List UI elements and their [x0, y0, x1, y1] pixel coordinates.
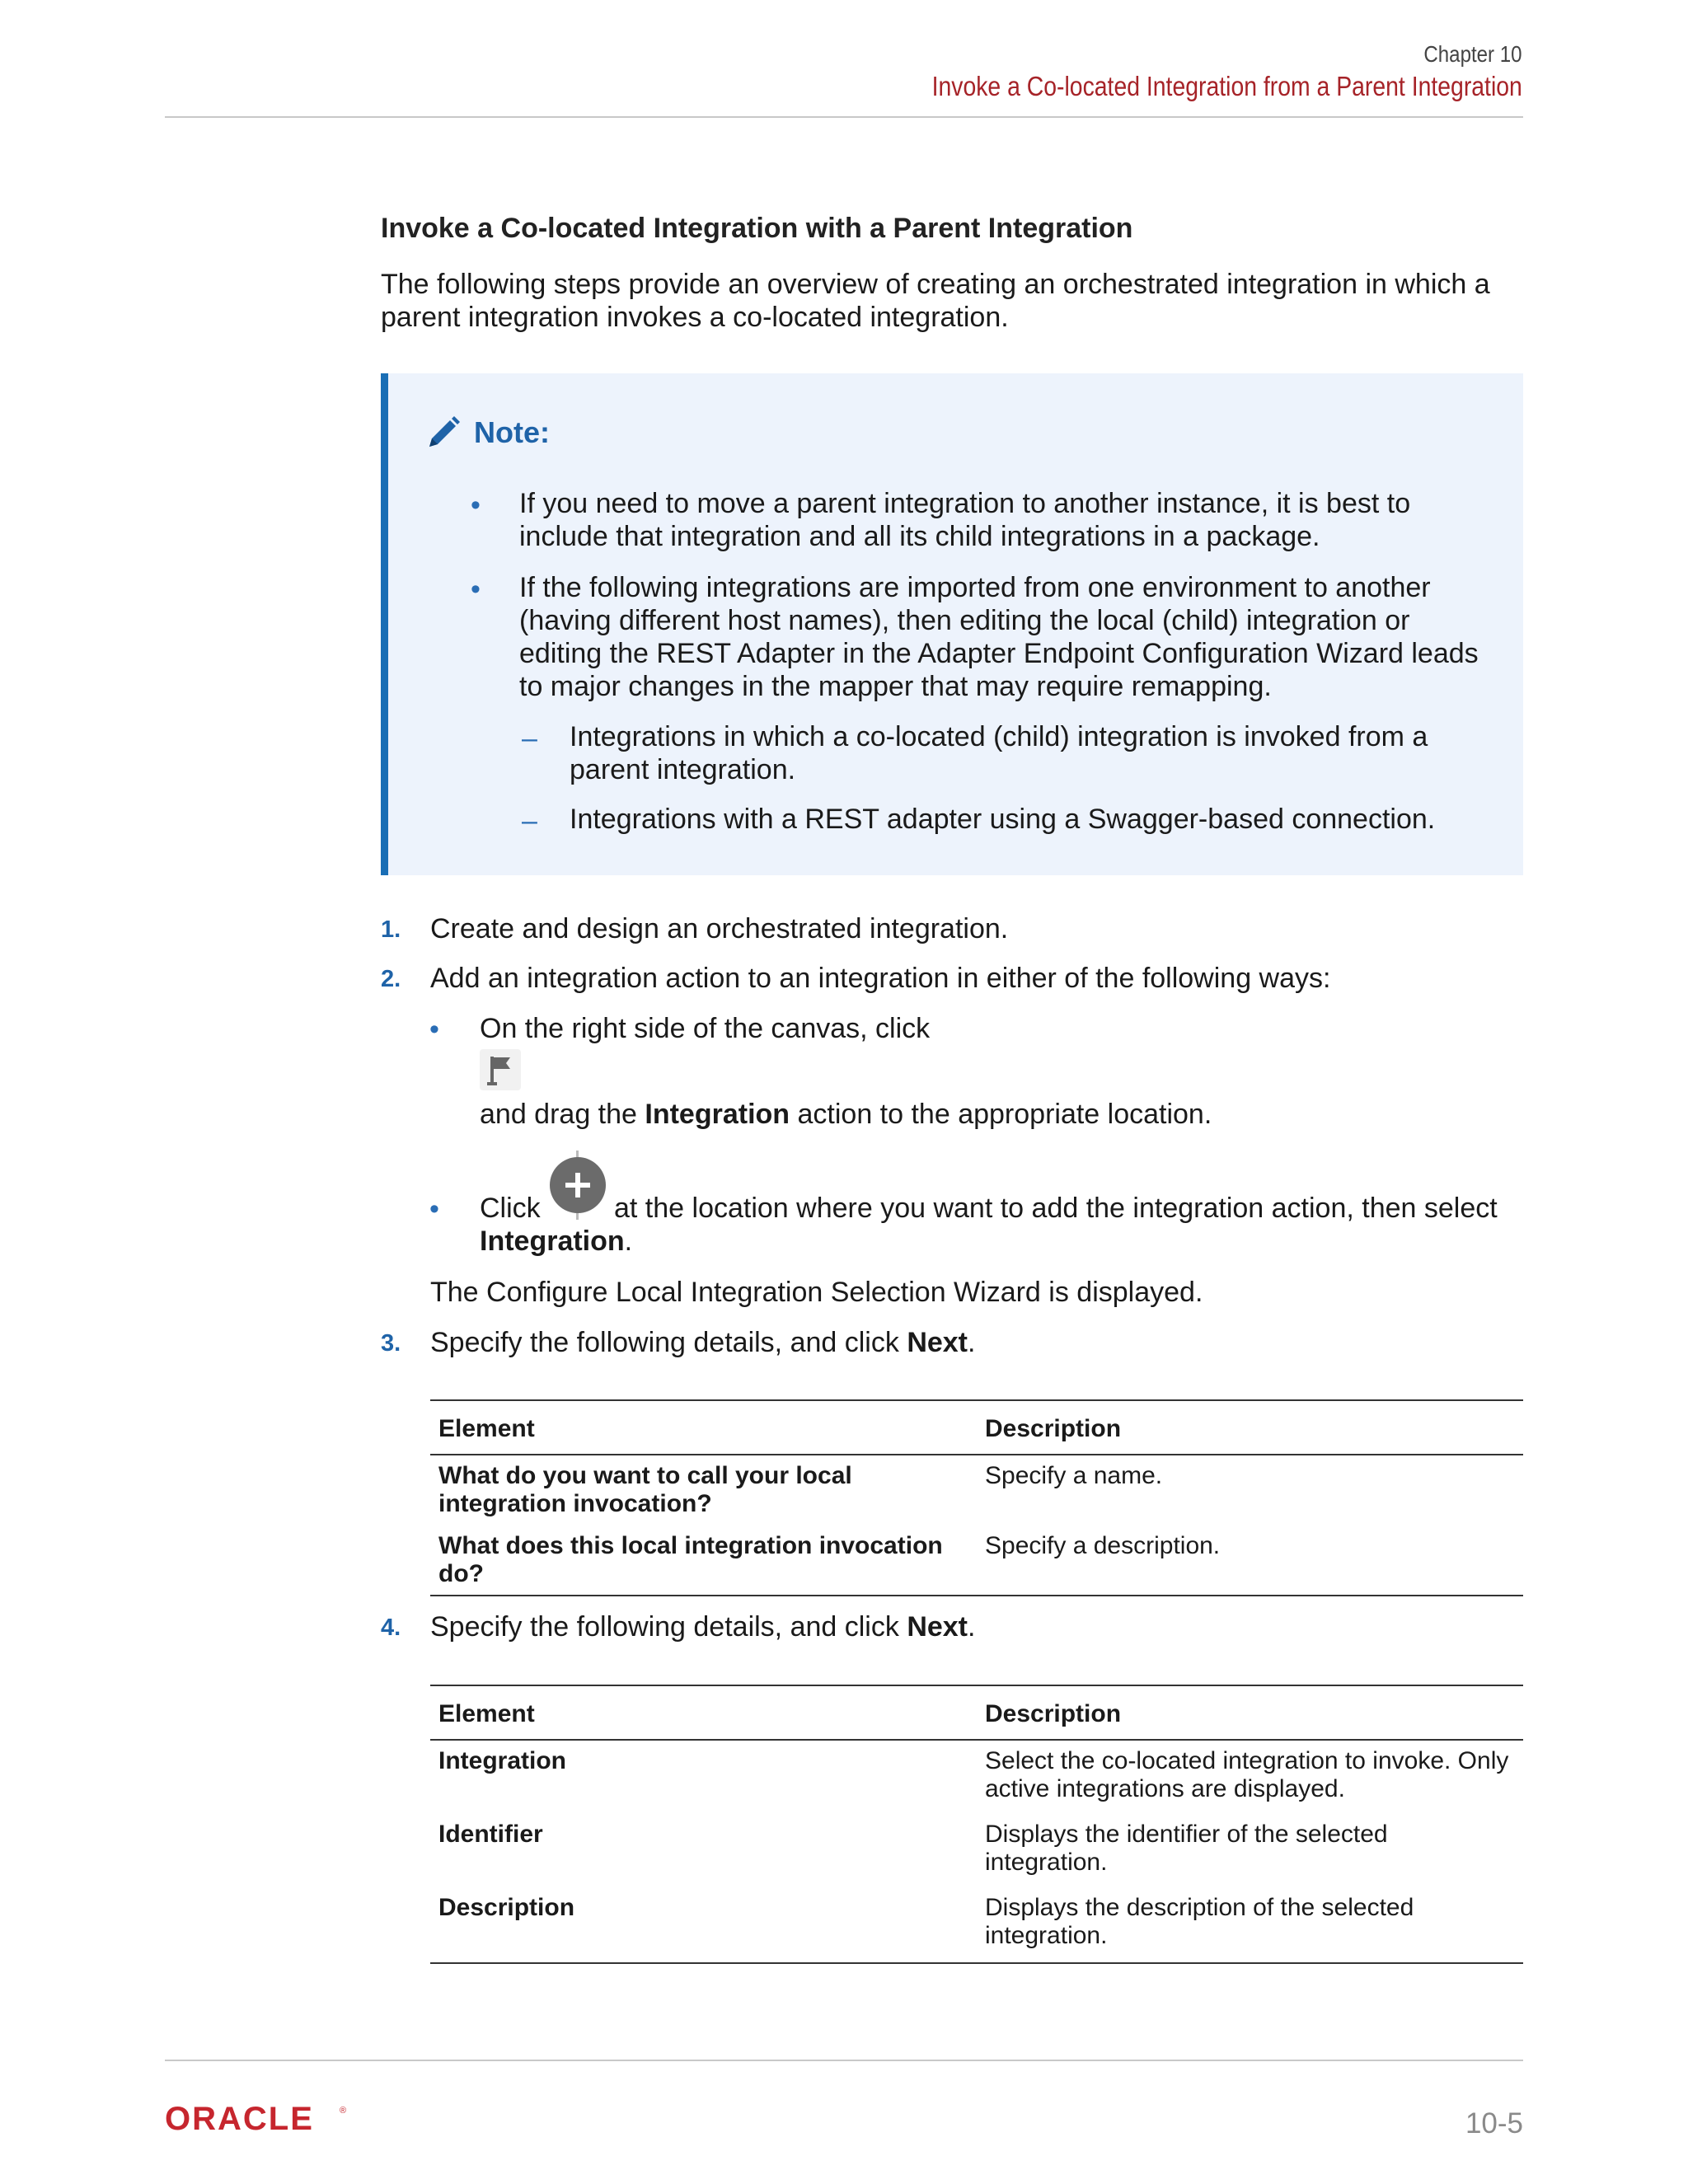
step-1-text: Create and design an orchestrated integration.	[430, 913, 1009, 944]
next-label: Next	[907, 1327, 968, 1358]
header-rule	[430, 1739, 1523, 1741]
flag-icon[interactable]	[480, 1049, 521, 1090]
bullet-dot: •	[429, 1014, 439, 1045]
wizard-displayed-text: The Configure Local Integration Selection Wizard is displayed.	[430, 1277, 1203, 1308]
table-header-description: Description	[985, 1415, 1122, 1442]
table-cell-description	[985, 1821, 1521, 1877]
section-heading: Invoke a Co-located Integration with a Parent Integration	[381, 213, 1133, 244]
running-title: Invoke a Co-located Integration from a Parent Integration	[931, 71, 1522, 101]
table-header-description: Description	[985, 1700, 1122, 1727]
integration-action-label: Integration	[645, 1099, 790, 1130]
cell-line: What do you want to call your local	[438, 1462, 852, 1489]
table-cell-element	[438, 1462, 966, 1518]
page-number: 10-5	[1465, 2107, 1523, 2139]
cell-line: Displays the description of the selected	[985, 1894, 1414, 1921]
cell-line: Select the co-located integration to invoke. Only	[985, 1747, 1509, 1774]
step-3-lead: Specify the following details, and click	[430, 1327, 907, 1358]
step-number: 4.	[381, 1615, 401, 1641]
note-label: Note:	[474, 415, 550, 449]
table-cell-description	[985, 1747, 1521, 1803]
drag-text-end: action to the appropriate location.	[790, 1099, 1212, 1130]
cell-line: active integrations are displayed.	[985, 1775, 1345, 1802]
table-header-element: Element	[438, 1700, 535, 1727]
step-4-text	[430, 1610, 975, 1643]
step-number: 3.	[381, 1330, 401, 1357]
table-cell-element: Identifier	[438, 1821, 543, 1848]
next-label: Next	[907, 1611, 968, 1643]
step-3-text	[430, 1326, 975, 1359]
cell-line: integration invocation?	[438, 1490, 712, 1517]
step-2-option-1-text: On the right side of the canvas, click	[480, 1013, 931, 1044]
header-rule	[430, 1454, 1523, 1455]
intro-paragraph: The following steps provide an overview of creating an orchestrated integration in which a parent integration invokes a co-located integration.	[381, 269, 1490, 333]
click-text: Click	[480, 1193, 541, 1224]
table-cell-description	[985, 1894, 1521, 1950]
oracle-logo	[165, 2102, 354, 2139]
cell-line: What does this local integration invocation	[438, 1532, 943, 1559]
dash-marker: –	[522, 805, 537, 837]
table-cell-element	[438, 1532, 966, 1588]
cell-line: Displays the identifier of the selected	[985, 1821, 1388, 1848]
dash-marker: –	[522, 723, 537, 754]
step-2-text: Add an integration action to an integration in either of the following ways:	[430, 963, 1331, 994]
pencil-icon	[424, 414, 462, 452]
table-header-element: Element	[438, 1415, 535, 1442]
bullet-dot: •	[429, 1193, 439, 1225]
note-subitem-2: Integrations with a REST adapter using a Swagger-based connection.	[570, 804, 1436, 835]
cell-line: do?	[438, 1560, 484, 1587]
note-subitem-1: Integrations in which a co-located (child) integration is invoked from a parent integration.	[570, 721, 1428, 785]
period: .	[968, 1611, 976, 1643]
details-table-2	[430, 1685, 1523, 1964]
cell-line: integration.	[985, 1922, 1108, 1949]
period: .	[968, 1327, 976, 1358]
step-2-option-1-continued	[480, 1098, 1212, 1131]
table-cell-description: Specify a name.	[985, 1462, 1163, 1489]
step-number: 1.	[381, 916, 401, 943]
drag-text: and drag the	[480, 1099, 645, 1130]
step-number: 2.	[381, 966, 401, 992]
registered-mark: ®	[340, 2106, 347, 2116]
oracle-wordmark: ORACLE	[165, 2102, 314, 2135]
integration-select-label: Integration	[480, 1226, 625, 1257]
footer-divider	[165, 2060, 1523, 2061]
details-table-1	[430, 1399, 1523, 1596]
note-bullet-2: If the following integrations are imported from one environment to another (having different host names), then editing the local (child) integration or editing the REST Adapter in the Adapter Endpoint Configuration Wizard leads to major changes in the mapper that may require remapping.	[519, 572, 1479, 702]
add-plus-icon[interactable]	[547, 1151, 608, 1220]
period: .	[624, 1226, 633, 1257]
bullet-dot: •	[471, 574, 481, 605]
chapter-label: Chapter 10	[1423, 41, 1522, 67]
oracle-logo-mark	[165, 2102, 354, 2135]
step-2-option-2-text: at the location where you want to add the integration action, then select	[614, 1193, 1498, 1224]
note-box	[381, 373, 1523, 875]
header-divider	[165, 116, 1523, 118]
bullet-dot: •	[471, 490, 481, 521]
cell-line: integration.	[985, 1849, 1108, 1876]
step-2-option-2-end	[480, 1225, 632, 1258]
note-bullet-1: If you need to move a parent integration to another instance, it is best to include that integration and all its child integrations in a package.	[519, 488, 1411, 552]
note-header	[424, 412, 550, 453]
step-4-lead: Specify the following details, and click	[430, 1611, 907, 1643]
table-cell-description: Specify a description.	[985, 1532, 1221, 1559]
table-cell-element: Description	[438, 1894, 575, 1921]
table-cell-element: Integration	[438, 1747, 566, 1774]
